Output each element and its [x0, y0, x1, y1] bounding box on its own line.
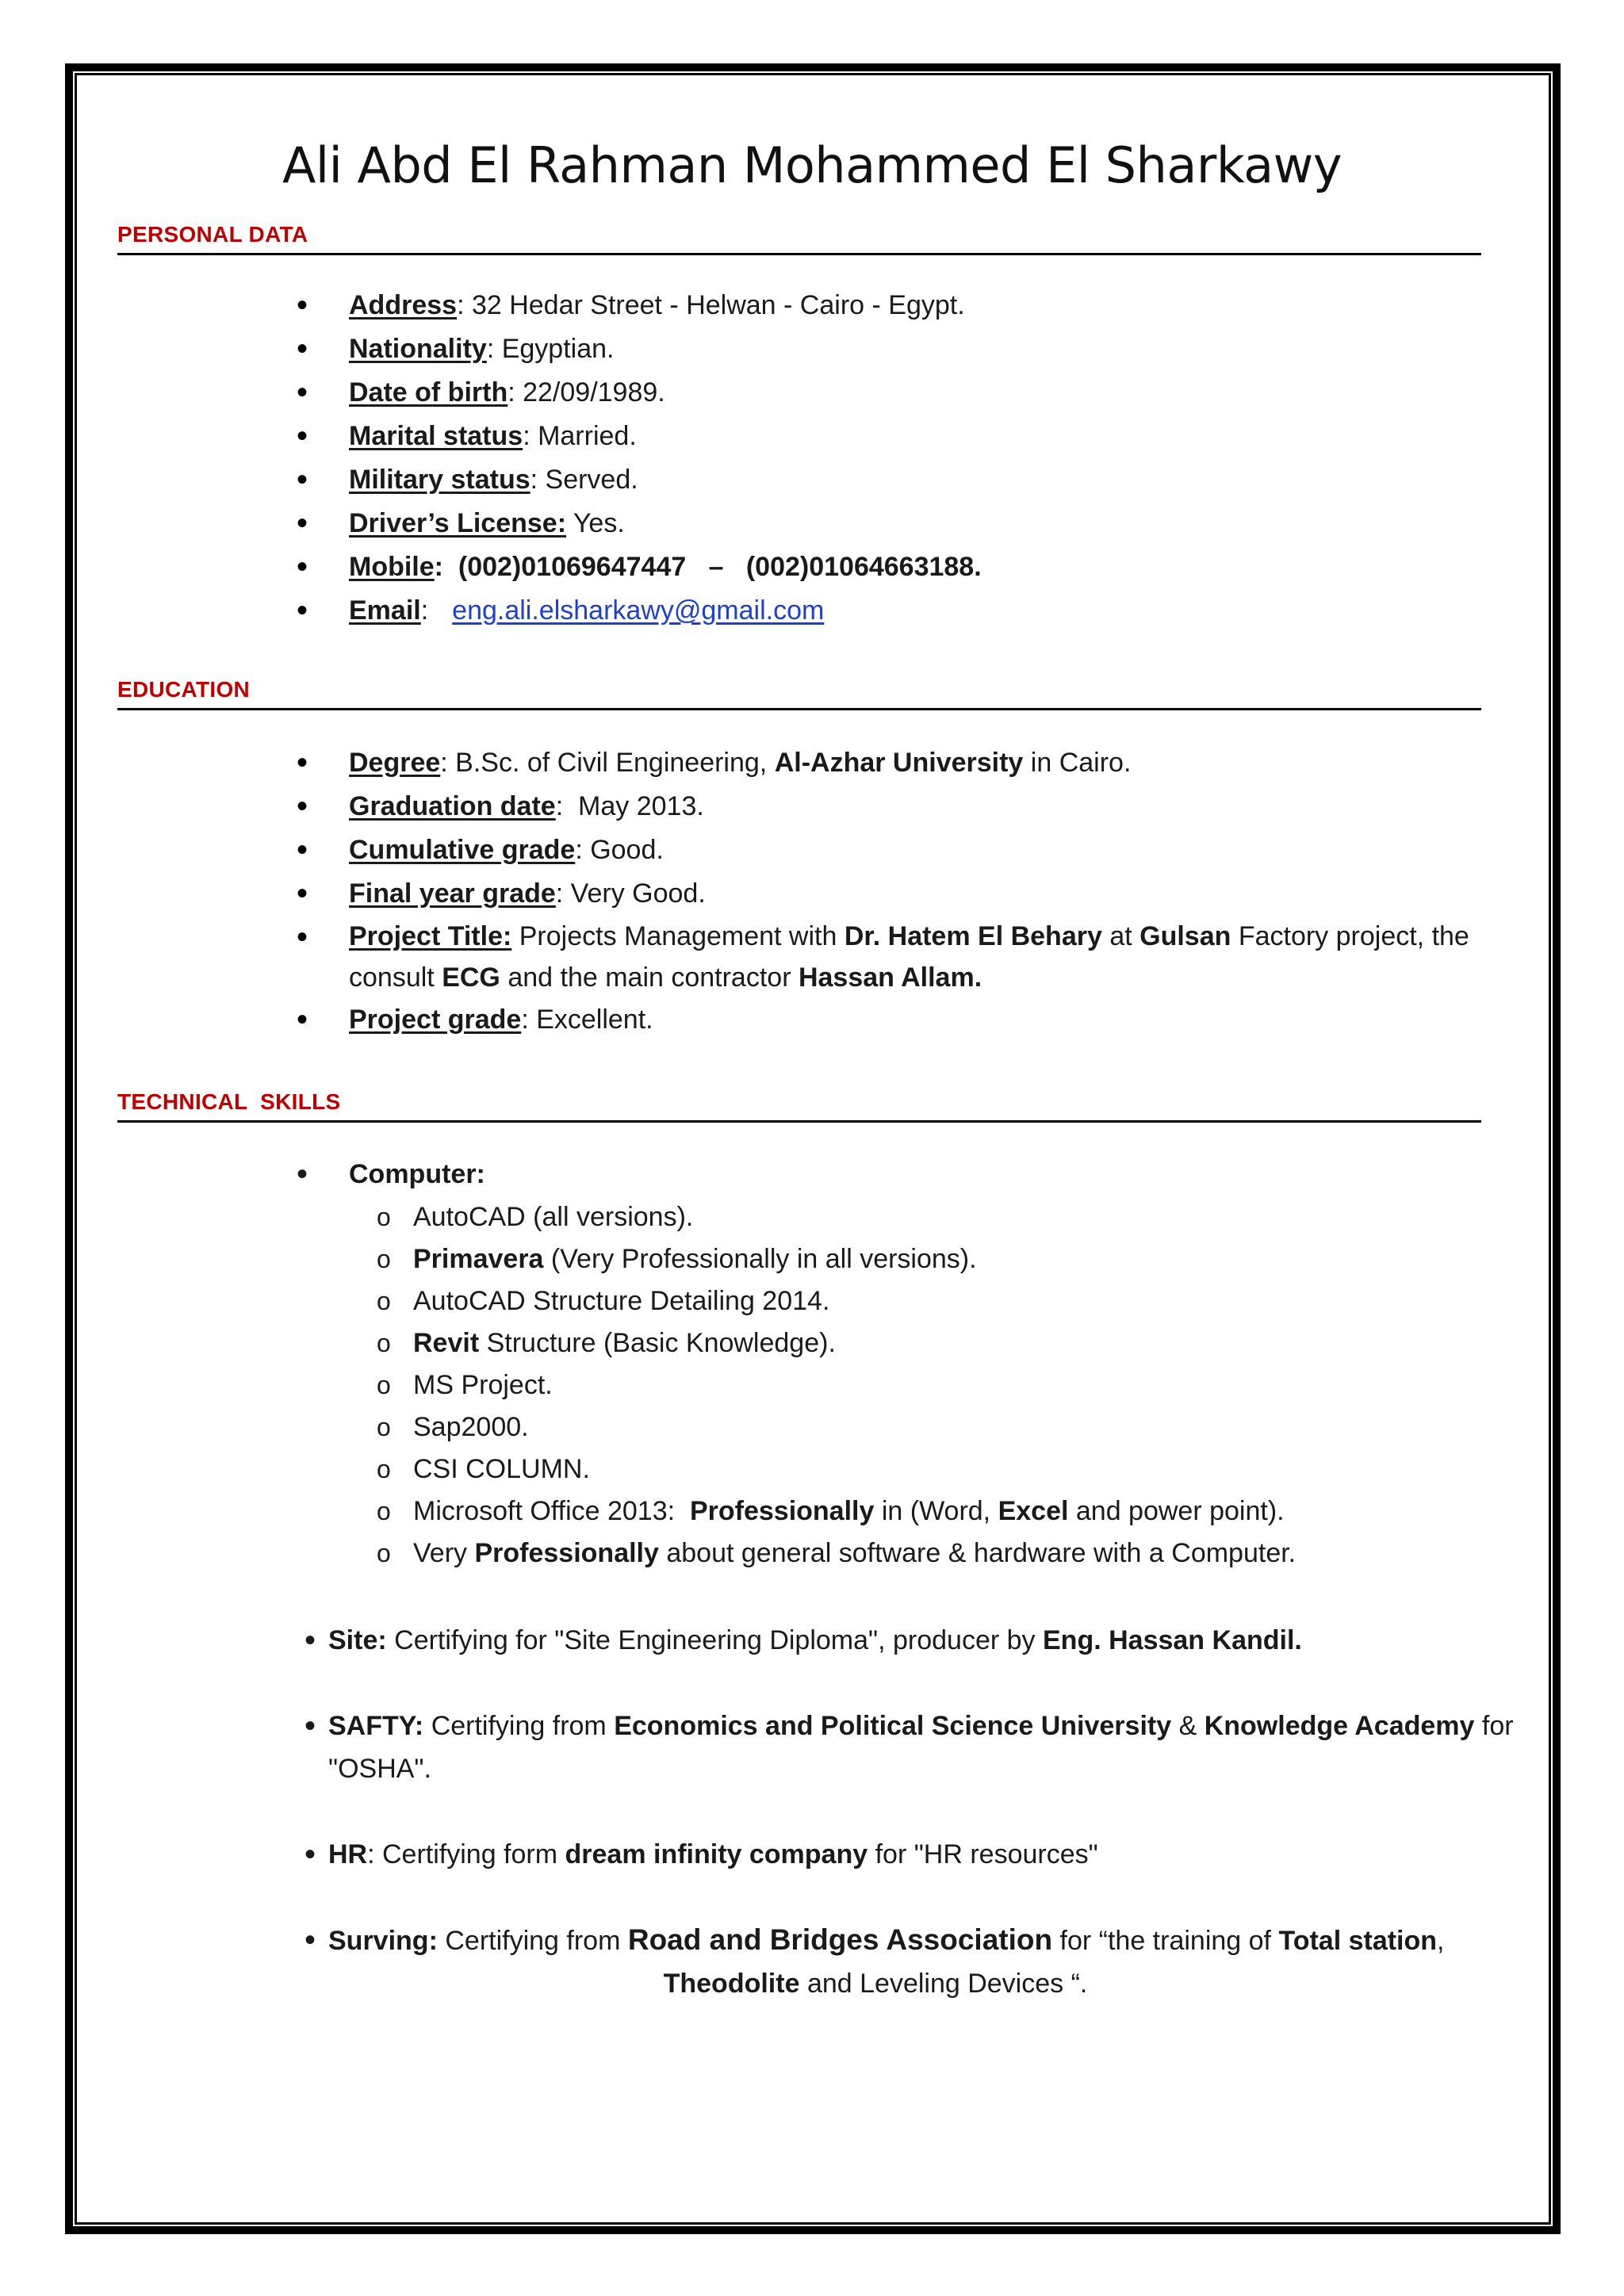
cert-hr: • HR: Certifying form dream infinity company for "HR resources" — [304, 1833, 1518, 1876]
section-heading-label: TECHNICAL SKILLS — [117, 1089, 341, 1114]
list-item-degree: • Degree: B.Sc. of Civil Engineering, Al-Azhar University in Cairo. — [293, 741, 1507, 785]
page-title: Ali Abd El Rahman Mohammed El Sharkawy — [282, 136, 1342, 194]
list-item-email: • Email: eng.ali.elsharkawy@gmail.com — [293, 589, 1507, 633]
computer-skills — [293, 1153, 1507, 1575]
list-item: o CSI COLUMN. — [375, 1448, 1507, 1490]
list-item: o Revit Structure (Basic Knowledge). — [375, 1322, 1507, 1364]
list-item: o Sap2000. — [375, 1406, 1507, 1448]
section-personal-data — [117, 224, 1481, 255]
computer-heading: • Computer: — [293, 1153, 1507, 1196]
cert-surveying: • Surving: Certifying from Road and Bridges Association for “the training of Total station, Theodolite and Leveling Devices “. — [304, 1919, 1518, 2005]
list-item: o Primavera (Very Professionally in all versions). — [375, 1238, 1507, 1280]
list-item-final-year-grade: • Final year grade: Very Good. — [293, 872, 1507, 916]
list-item-address: • Address: 32 Hedar Street - Helwan - Cairo - Egypt. — [293, 284, 1507, 327]
section-technical-skills — [117, 1091, 1481, 1123]
list-item-nationality: • Nationality: Egyptian. — [293, 327, 1507, 371]
computer-skills-list — [375, 1196, 1507, 1575]
list-item-project-title: • Project Title: Projects Management with Dr. Hatem El Behary at Gulsan Factory project, the consult ECG and the main contractor Hassan Allam. — [293, 916, 1507, 998]
section-heading-label: PERSONAL DATA — [117, 222, 308, 247]
list-item-military-status: • Military status: Served. — [293, 458, 1507, 502]
section-education — [117, 679, 1481, 710]
list-item: o AutoCAD (all versions). — [375, 1196, 1507, 1238]
list-item-mobile: • Mobile: (002)01069647447 – (002)01064663188. — [293, 545, 1507, 589]
cert-safety: • SAFTY: Certifying from Economics and Political Science University & Knowledge Academy for "OSHA". — [304, 1705, 1518, 1790]
section-heading-label: EDUCATION — [117, 677, 251, 702]
list-item-graduation-date: • Graduation date: May 2013. — [293, 785, 1507, 828]
email-link[interactable]: eng.ali.elsharkawy@gmail.com — [452, 595, 825, 626]
list-item: o MS Project. — [375, 1364, 1507, 1406]
personal-data-list — [293, 284, 1507, 633]
list-item: o Very Professionally about general software & hardware with a Computer. — [375, 1533, 1507, 1575]
list-item-drivers-license: • Driver’s License: Yes. — [293, 502, 1507, 545]
list-item-cumulative-grade: • Cumulative grade: Good. — [293, 828, 1507, 872]
list-item: o Microsoft Office 2013: Professionally in (Word, Excel and power point). — [375, 1490, 1507, 1533]
cert-site: • Site: Certifying for "Site Engineering Diploma", producer by Eng. Hassan Kandil. — [304, 1619, 1518, 1662]
list-item-marital-status: • Marital status: Married. — [293, 415, 1507, 458]
list-item-project-grade: • Project grade: Excellent. — [293, 998, 1507, 1042]
list-item: o AutoCAD Structure Detailing 2014. — [375, 1280, 1507, 1322]
list-item-date-of-birth: • Date of birth: 22/09/1989. — [293, 371, 1507, 415]
education-list — [293, 741, 1507, 1042]
